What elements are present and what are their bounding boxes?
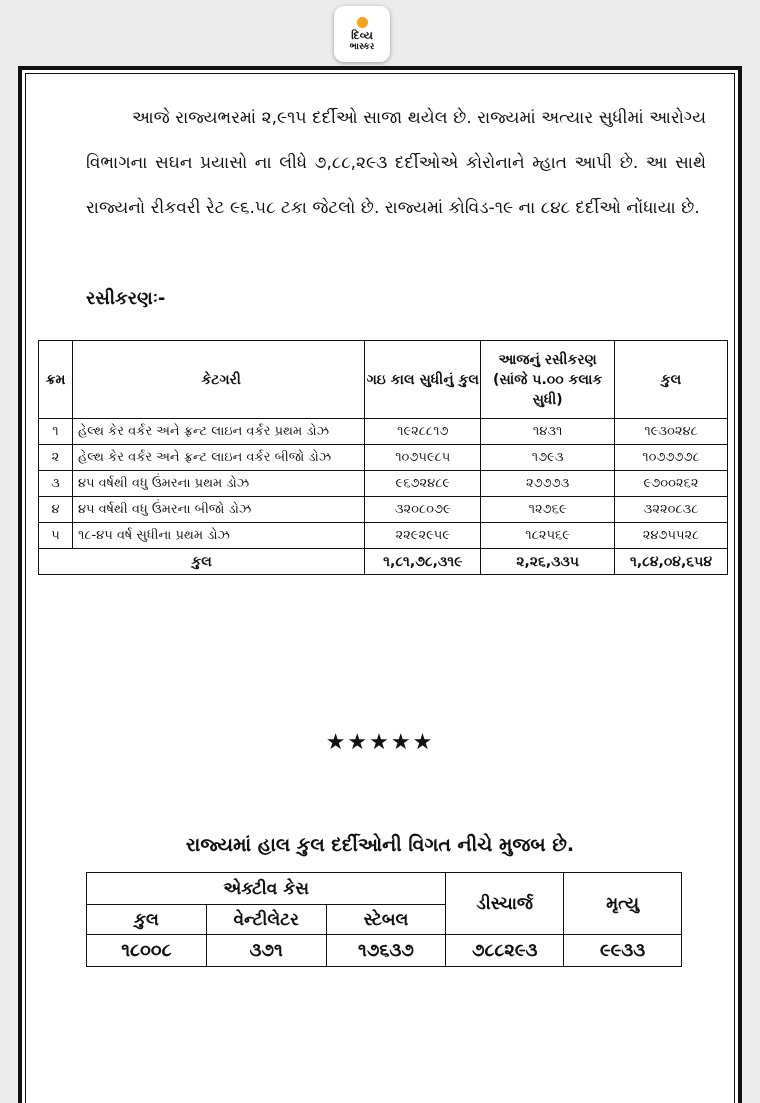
row-today: ૧૪૩૧ [481,419,615,445]
table-row [39,471,728,497]
row-till-yesterday: ૧૯૨૮૮૧૭ [365,419,481,445]
vaccination-heading: રસીકરણઃ- [86,288,166,309]
row-total: ૧૦૭૭૭૭૮ [615,445,728,471]
row-till-yesterday: ૧૦૭૫૯૮૫ [365,445,481,471]
logo-line-2: ભાસ્કર [349,41,375,52]
stable-value: ૧૭૬૩૭ [326,935,446,967]
row-category: હેલ્થ કેર વર્કર અને ફ્રન્ટ લાઇન વર્કર પ્રથમ ડોઝ [72,419,364,445]
header-till-yesterday: ગઇ કાલ સુધીનું કુલ [365,341,481,419]
active-cases-header: એક્ટીવ કેસ [87,873,446,905]
active-total-value: ૧૮૦૦૮ [87,935,207,967]
row-till-yesterday: ૩૨૦૮૦૭૯ [365,497,481,523]
patients-values-row [87,935,682,967]
row-total: ૯૭૦૦૨૬૨ [615,471,728,497]
total-total: ૧,૮૪,૦૪,૬૫૪ [615,549,728,575]
discharge-header: ડીસ્ચાર્જ [446,873,564,935]
document-page [18,66,742,1103]
total-till-yesterday: ૧,૮૧,૭૮,૩૧૯ [365,549,481,575]
death-header: મૃત્યુ [564,873,682,935]
row-total: ૨૪૭૫૫૨૮ [615,523,728,549]
patients-table [86,872,682,967]
row-num: ૩ [39,471,73,497]
patients-header-row [87,873,682,905]
row-total: ૩૨૨૦૮૩૮ [615,497,728,523]
ventilator-header: વેન્ટીલેટર [206,905,326,935]
discharge-value: ૭૮૮૨૯૩ [446,935,564,967]
row-till-yesterday: ૨૨૯૨૯૫૯ [365,523,481,549]
row-category: ૧૮-૪૫ વર્ષ સુધીના પ્રથમ ડોઝ [72,523,364,549]
table-row [39,523,728,549]
logo-line-1: દિવ્ય [351,28,373,42]
row-total: ૧૯૩૦૨૪૮ [615,419,728,445]
ventilator-value: ૩૭૧ [206,935,326,967]
row-today: ૧૮૨૫૬૯ [481,523,615,549]
vaccination-table [38,340,728,575]
row-category: હેલ્થ કેર વર્કર અને ફ્રન્ટ લાઇન વર્કર બીજો ડોઝ [72,445,364,471]
death-value: ૯૯૩૩ [564,935,682,967]
row-num: ૨ [39,445,73,471]
table-row [39,445,728,471]
row-category: ૪૫ વર્ષથી વધુ ઉંમરના પ્રથમ ડોઝ [72,471,364,497]
row-num: ૧ [39,419,73,445]
header-category: કેટગરી [72,341,364,419]
header-total: કુલ [615,341,728,419]
divya-bhaskar-logo [334,6,390,62]
active-total-header: કુલ [87,905,207,935]
row-till-yesterday: ૯૬૭૨૪૮૯ [365,471,481,497]
header-num: ક્રમ [39,341,73,419]
total-today: ૨,૨૬,૩૩૫ [481,549,615,575]
recovery-paragraph-text: આજે રાજ્યભરમાં ૨,૯૧૫ દર્દીઓ સાજા થયેલ છે. રાજ્યમાં અત્યાર સુધીમાં આરોગ્ય વિભાગના સઘન પ્રયાસો ના લીધે ૭,૮૮,૨૯૩ દર્દીઓએ કોરોનાને મ્હાત આપી છે. આ સાથે રાજ્યનો રીકવરી રેટ ૯૬.૫૮ ટકા જેટલો છે. રાજ્યમાં કોવિડ-૧૯ ના ૮૪૮ દર્દીઓ નોંધાયા છે. [86,108,706,218]
patients-heading: રાજ્યમાં હાલ કુલ દર્દીઓની વિગત નીચે મુજબ છે. [185,834,575,856]
star-separator: ★★★★★ [325,730,435,755]
row-num: ૫ [39,523,73,549]
sun-icon [357,17,368,28]
row-today: ૧૭૯૩ [481,445,615,471]
table-row [39,419,728,445]
stable-header: સ્ટેબલ [326,905,446,935]
page-inner-border [25,73,735,1103]
recovery-paragraph [86,96,706,231]
header-today: આજનું રસીકરણ (સાંજે ૫.૦૦ કલાક સુધી) [481,341,615,419]
row-today: ૧૨૭૬૯ [481,497,615,523]
row-today: ૨૭૭૭૩ [481,471,615,497]
vaccination-total-row [39,549,728,575]
vaccination-header-row [39,341,728,419]
row-category: ૪૫ વર્ષથી વધુ ઉંમરના બીજો ડોઝ [72,497,364,523]
table-row [39,497,728,523]
row-num: ૪ [39,497,73,523]
total-label: કુલ [39,549,365,575]
